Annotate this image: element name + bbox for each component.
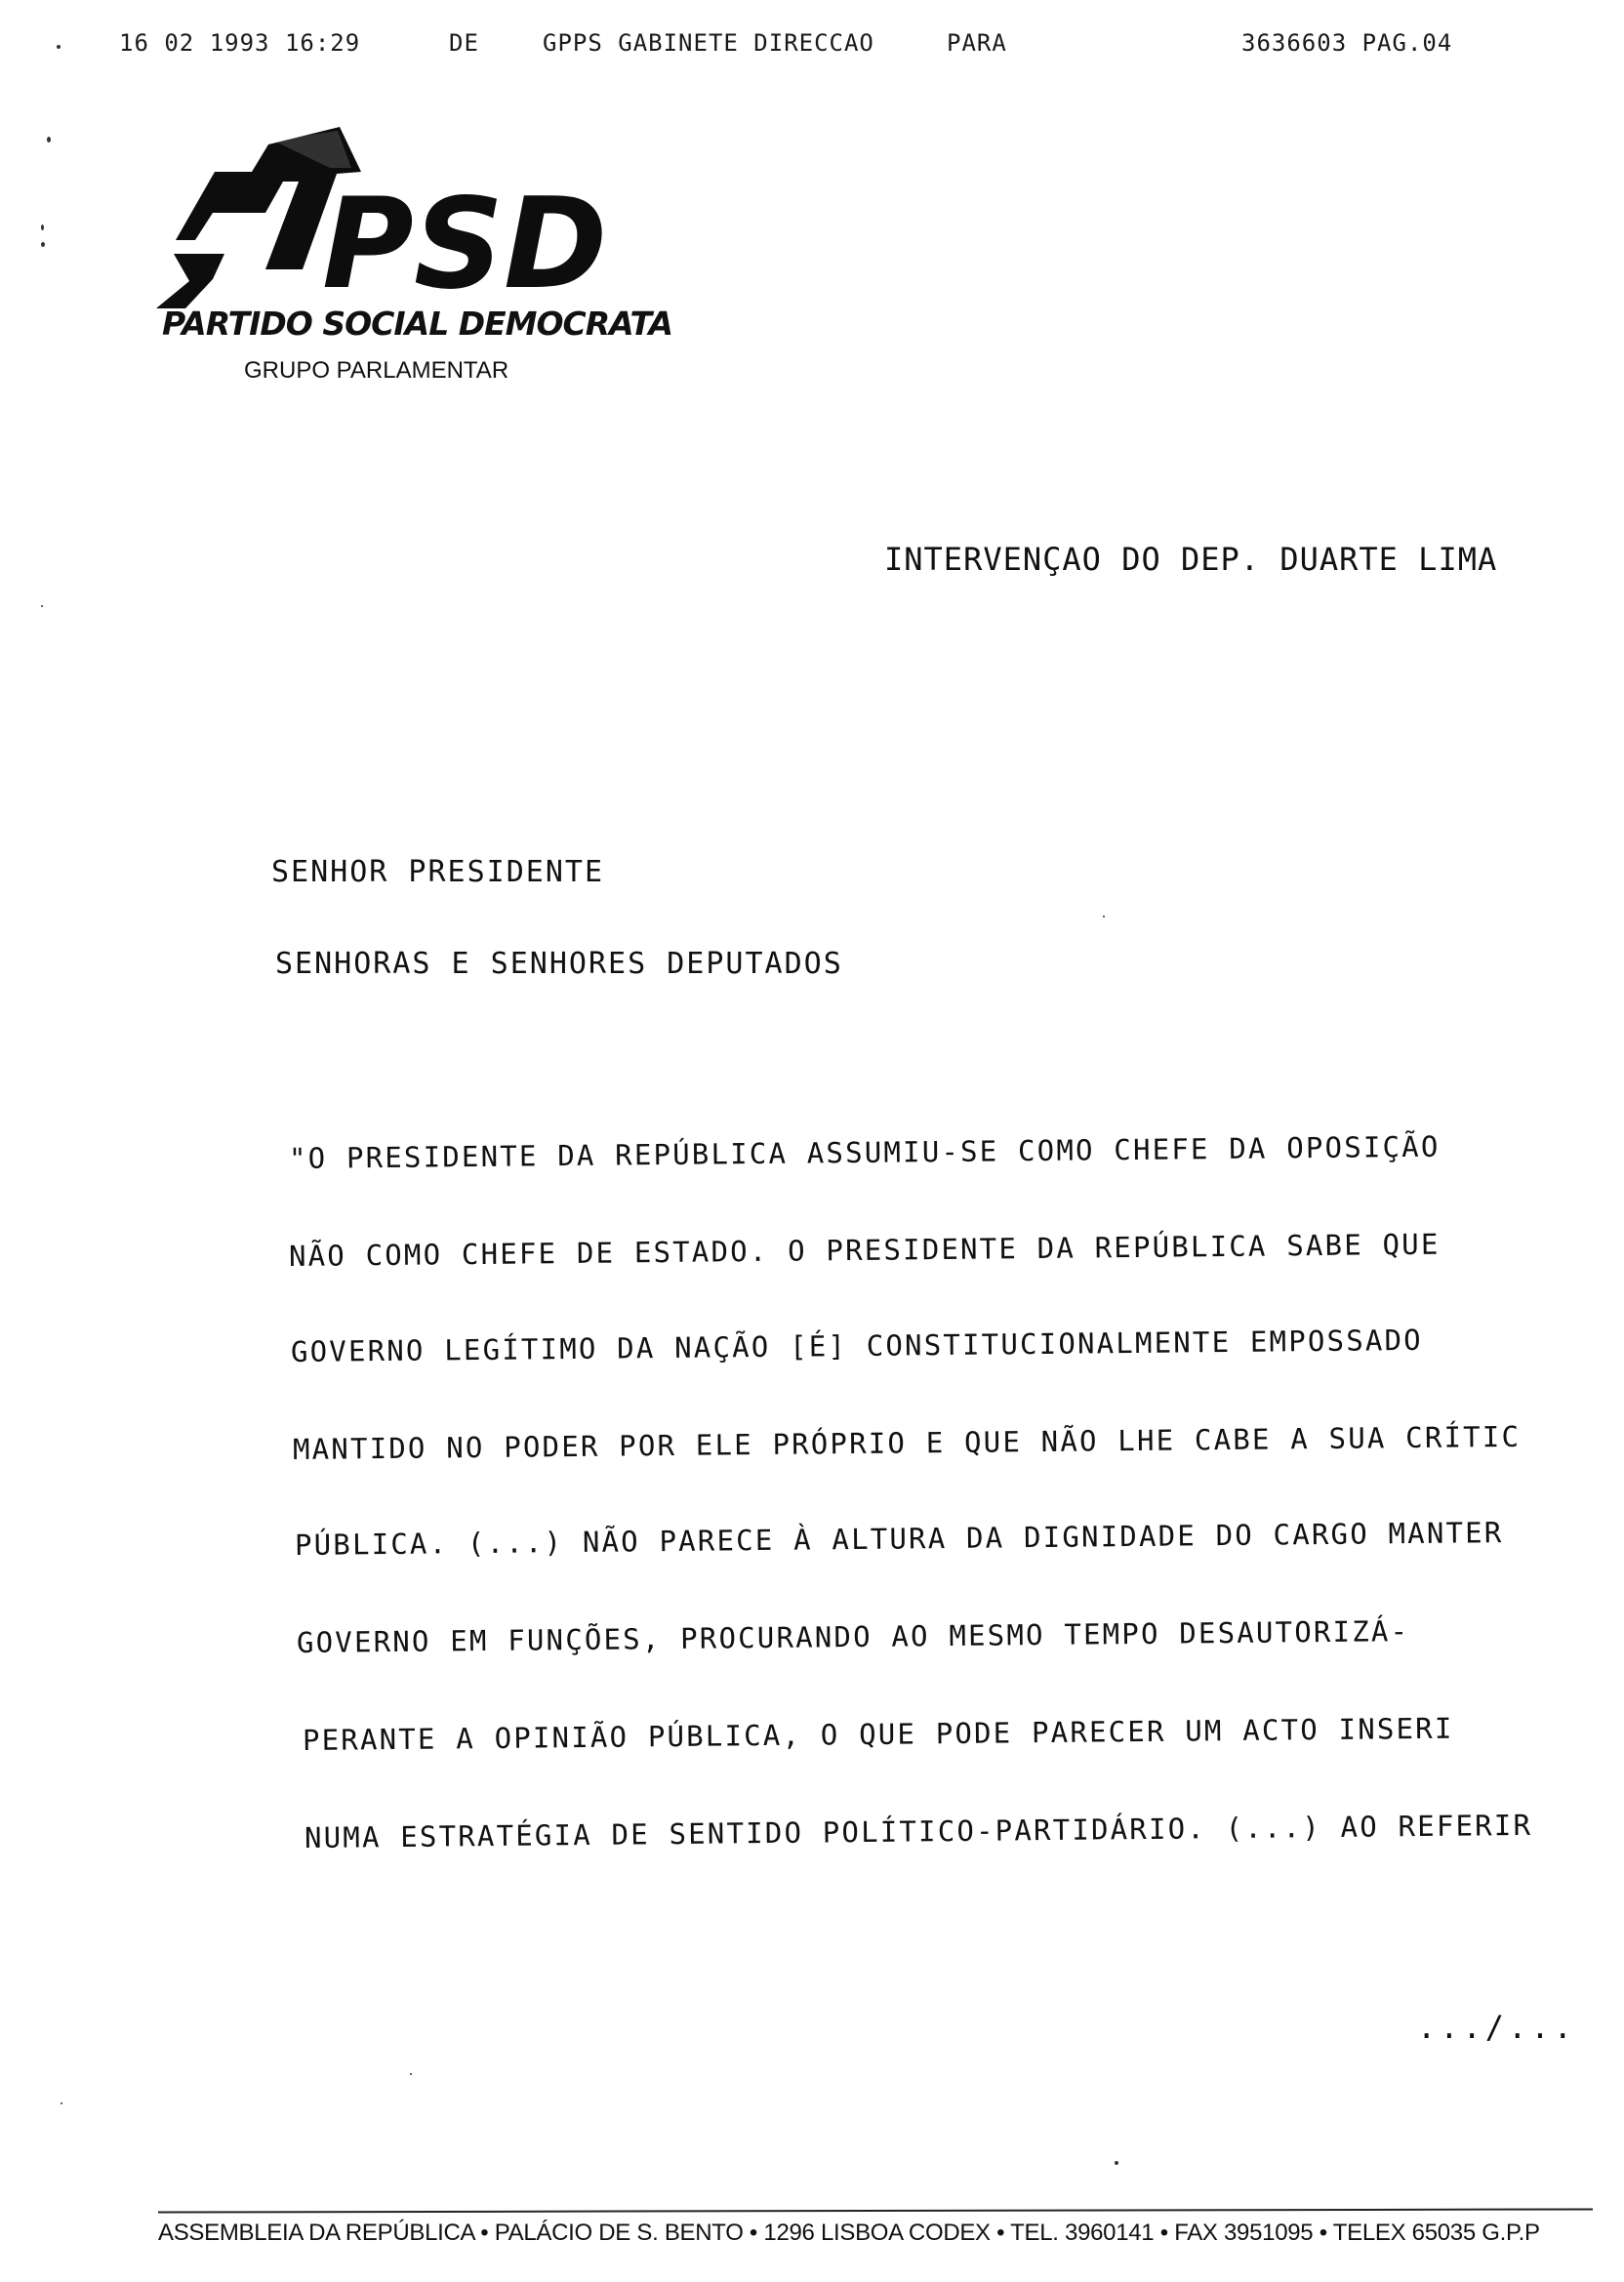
fax-sender: GPPS GABINETE DIRECCAO	[543, 29, 874, 57]
document-title: INTERVENÇAO DO DEP. DUARTE LIMA	[884, 541, 1498, 578]
scan-speck	[57, 45, 61, 49]
fax-number-page: 3636603 PAG.04	[1241, 29, 1453, 57]
scan-speck	[410, 2073, 412, 2075]
psd-letterhead-logo	[156, 123, 673, 396]
quote-line: PERANTE A OPINIÃO PÚBLICA, O QUE PODE PARECER UM ACTO INSERI	[302, 1711, 1454, 1757]
scan-speck	[61, 2102, 62, 2104]
scan-speck	[1115, 2161, 1118, 2165]
fax-de-label: DE	[449, 29, 479, 57]
quote-line: PÚBLICA. (...) NÃO PARECE À ALTURA DA DIGNIDADE DO CARGO MANTER	[294, 1516, 1504, 1562]
parliamentary-group: GRUPO PARLAMENTAR	[244, 357, 509, 384]
psd-logo-letters: PSD	[322, 172, 608, 308]
footer-address: ASSEMBLEIA DA REPÚBLICA • PALÁCIO DE S. BENTO • 1296 LISBOA CODEX • TEL. 3960141 • FAX 3951095 • TELEX 65035 G.P.P	[158, 2220, 1540, 2246]
continuation-mark: .../...	[1417, 2009, 1576, 2046]
psd-arrow-logo-icon	[156, 123, 664, 308]
scan-speck	[41, 242, 45, 247]
fax-datetime: 16 02 1993 16:29	[119, 29, 361, 57]
quote-line: "O PRESIDENTE DA REPÚBLICA ASSUMIU-SE COMO CHEFE DA OPOSIÇÃO	[288, 1129, 1441, 1175]
quote-line: GOVERNO LEGÍTIMO DA NAÇÃO [É] CONSTITUCIONALMENTE EMPOSSADO	[290, 1323, 1424, 1368]
fax-para-label: PARA	[947, 29, 1007, 57]
quote-line: MANTIDO NO PODER POR ELE PRÓPRIO E QUE NÃO LHE CABE A SUA CRÍTIC	[292, 1419, 1522, 1466]
quote-line: NÃO COMO CHEFE DE ESTADO. O PRESIDENTE DA REPÚBLICA SABE QUE	[288, 1227, 1441, 1273]
footer-divider	[158, 2208, 1593, 2213]
scan-speck	[47, 137, 51, 143]
party-name: PARTIDO SOCIAL DEMOCRATA	[162, 305, 673, 343]
fax-transmission-header	[0, 29, 1624, 64]
scan-speck	[1103, 916, 1105, 917]
salutation-deputies: SENHORAS E SENHORES DEPUTADOS	[275, 947, 843, 981]
salutation-president: SENHOR PRESIDENTE	[271, 855, 605, 889]
scan-speck	[41, 224, 44, 230]
quote-line: NUMA ESTRATÉGIA DE SENTIDO POLÍTICO-PARTIDÁRIO. (...) AO REFERIR	[304, 1808, 1533, 1854]
scan-speck	[41, 605, 43, 607]
quote-line: GOVERNO EM FUNÇÕES, PROCURANDO AO MESMO TEMPO DESAUTORIZÁ-	[296, 1614, 1410, 1659]
